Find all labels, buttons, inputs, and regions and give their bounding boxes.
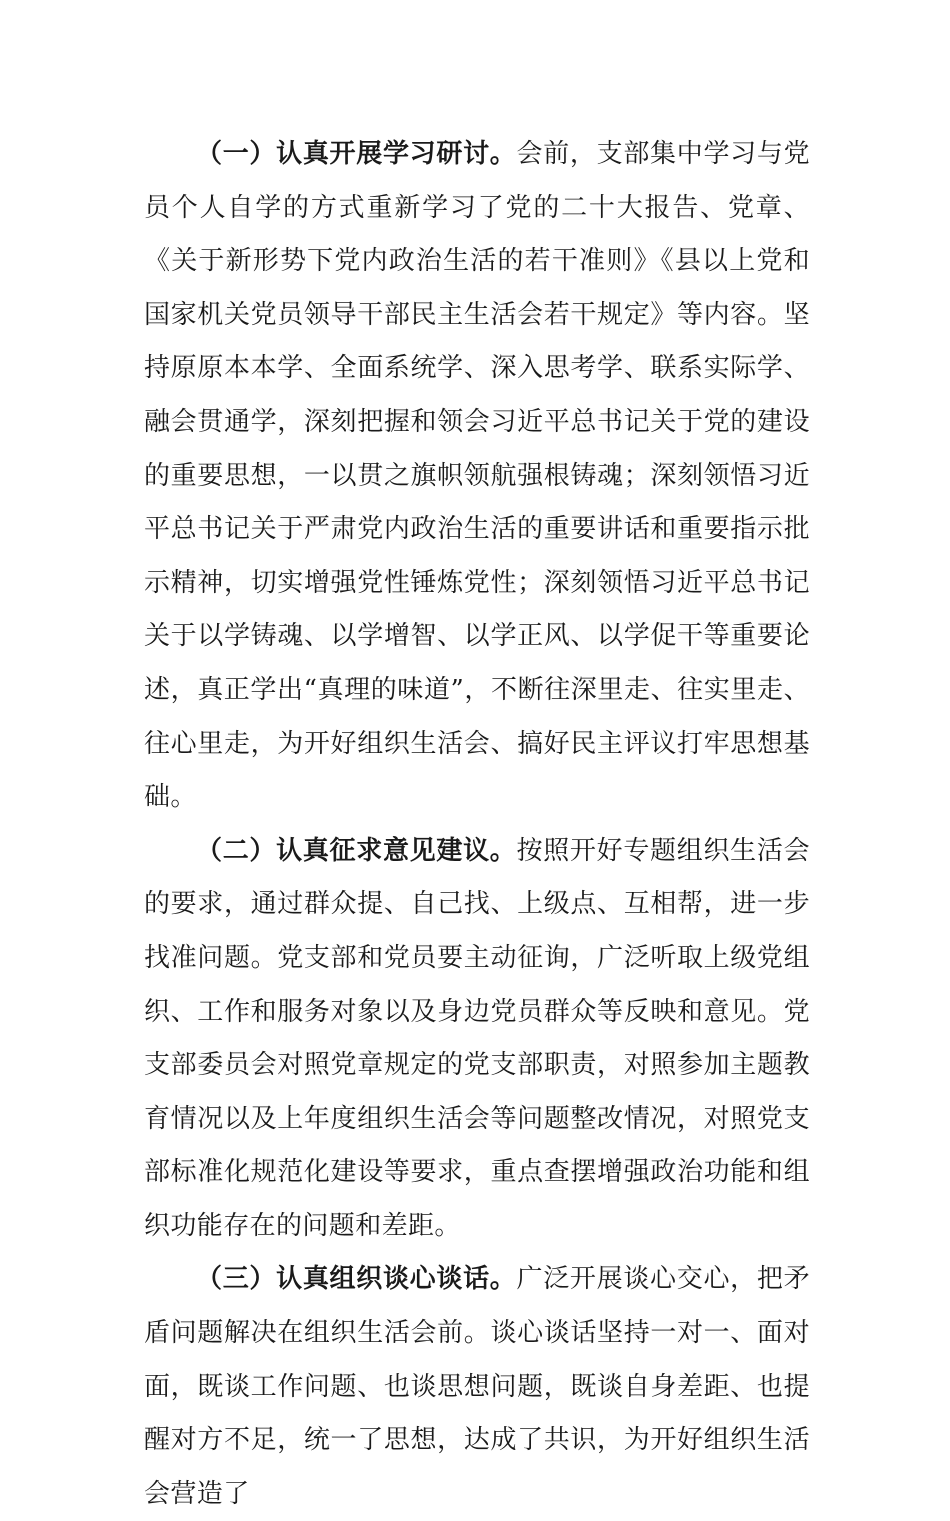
paragraph-text: 广泛开展谈心交心，把矛盾问题解决在组织生活会前。谈心谈话坚持一对一、面对面，既谈工作问题、也谈思想问题，既谈自身差距、也提醒对方不足，统一了思想，达成了共识，为开好组织生活会营造了 [144,1264,810,1509]
paragraph-heart-to-heart-talks [144,1253,810,1521]
paragraph-text: 会前，支部集中学习与党员个人自学的方式重新学习了党的二十大报告、党章、《关于新形势下党内政治生活的若干准则》《县以上党和国家机关党员领导干部民主生活会若干规定》等内容。坚持原原本本学、全面系统学、深入思考学、联系实际学、融会贯通学，深刻把握和领会习近平总书记关于党的建设的重要思想，一以贯之旗帜领航强根铸魂；深刻领悟习近平总书记关于严肃党内政治生活的重要讲话和重要指示批示精神，切实增强党性锤炼党性；深刻领悟习近平总书记关于以学铸魂、以学增智、以学正风、以学促干等重要论述，真正学出“真理的味道”，不断往深里走、往实里走、往心里走，为开好组织生活会、搞好民主评议打牢思想基础。 [144,139,810,813]
document-body [144,128,810,1521]
paragraph-text: 按照开好专题组织生活会的要求，通过群众提、自己找、上级点、互相帮，进一步找准问题。党支部和党员要主动征询，广泛听取上级党组织、工作和服务对象以及身边党员群众等反映和意见。党支部委员会对照党章规定的党支部职责，对照参加主题教育情况以及上年度组织生活会等问题整改情况，对照党支部标准化规范化建设等要求，重点查摆增强政治功能和组织功能存在的问题和差距。 [144,835,810,1241]
paragraph-heading: （一）认真开展学习研讨。 [196,139,517,169]
paragraph-heading: （三）认真组织谈心谈话。 [196,1264,517,1295]
paragraph-solicit-opinions [144,825,810,1254]
paragraph-study-discussion [144,128,810,825]
paragraph-heading: （二）认真征求意见建议。 [196,835,517,866]
